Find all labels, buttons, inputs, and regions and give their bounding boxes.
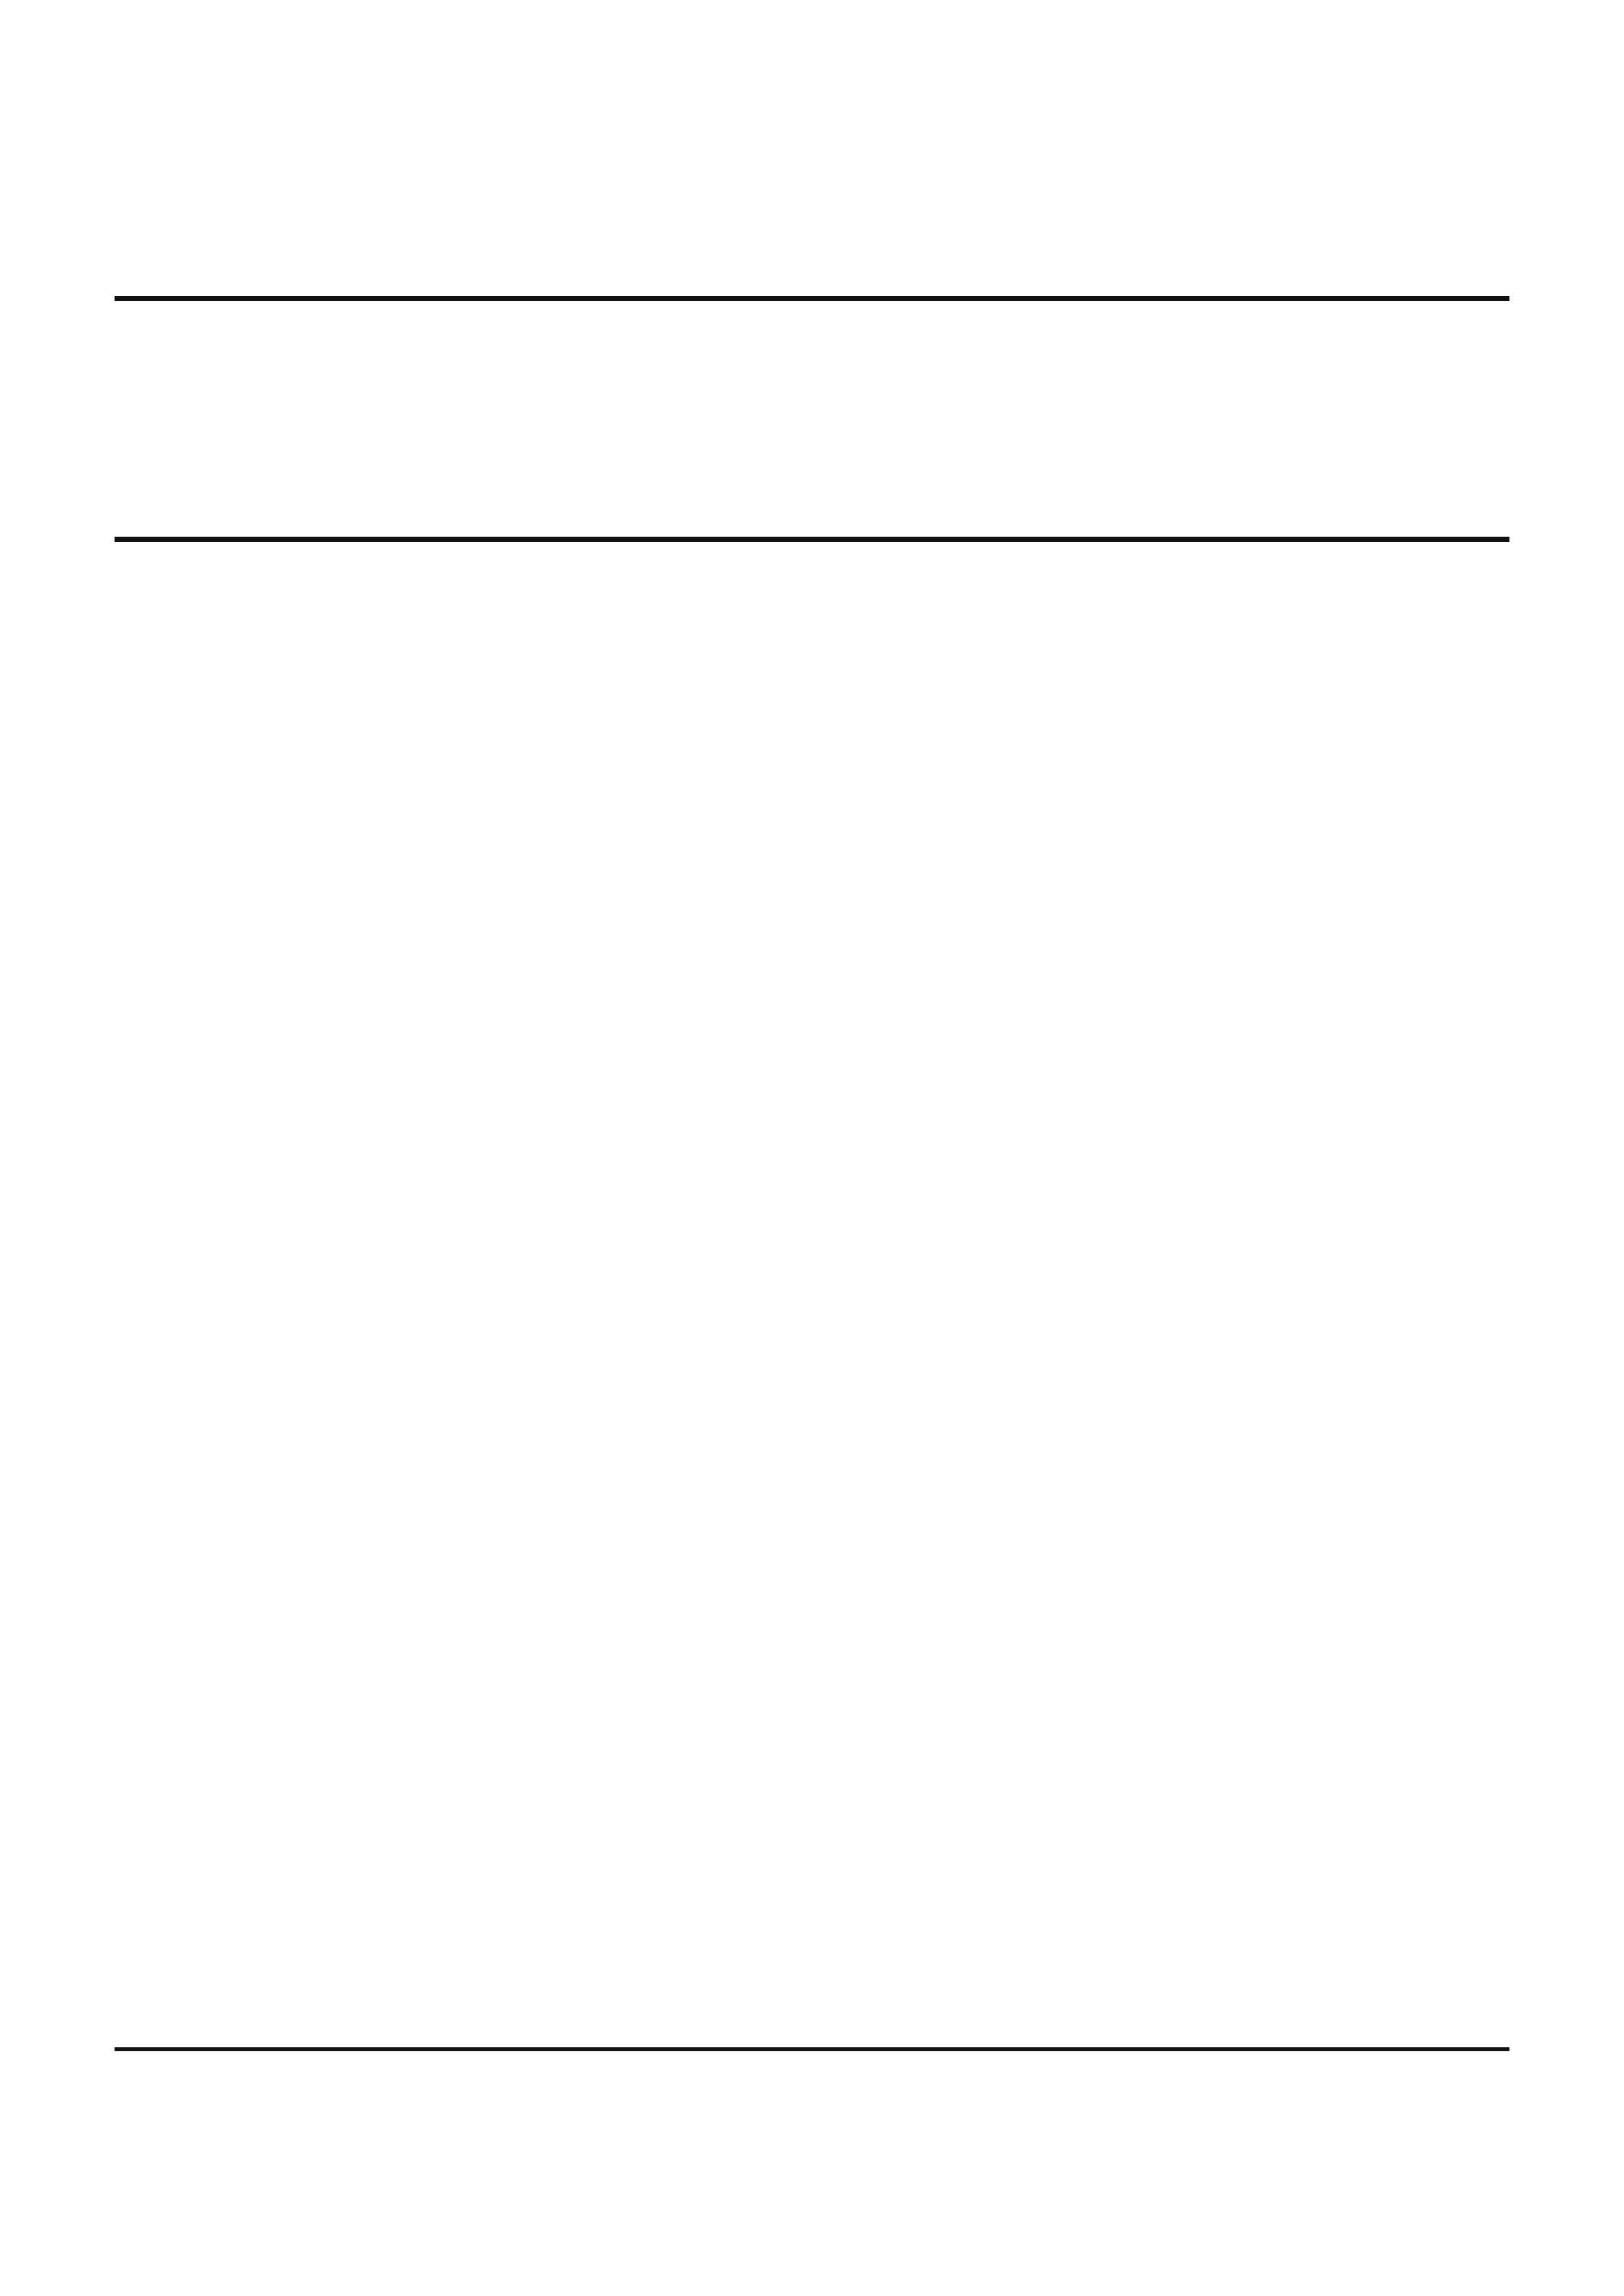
bottom-divider [115, 2047, 1509, 2051]
top-divider [115, 296, 1509, 301]
title-block [115, 334, 1509, 355]
mid-divider [115, 537, 1509, 542]
